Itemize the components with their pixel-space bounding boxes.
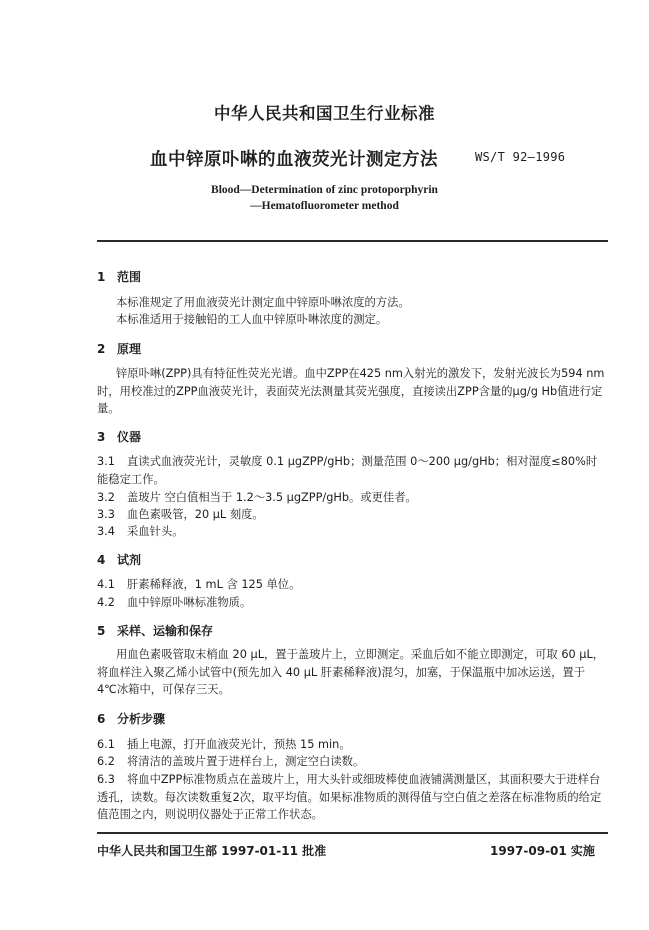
item-number: 6.3 xyxy=(97,773,115,786)
approval-date: 中华人民共和国卫生部 1997-01-11 批准 xyxy=(97,844,327,858)
bottom-divider xyxy=(97,832,608,834)
item-text: 直读式血液荧光计，灵敏度 0.1 μgZPP/gHb；测量范围 0～200 μg/gHb；相对湿度≤80%时能稳定工作。 xyxy=(97,455,598,486)
list-item xyxy=(97,576,608,594)
item-number: 6.2 xyxy=(97,755,115,768)
item-number: 3.1 xyxy=(97,455,115,468)
item-text: 血中锌原卟啉标准物质。 xyxy=(127,596,252,609)
item-number: 4.1 xyxy=(97,578,115,591)
paragraph: 本标准适用于接触铅的工人血中锌原卟啉浓度的测定。 xyxy=(116,313,388,326)
item-text: 血色素吸管，20 μL 刻度。 xyxy=(127,508,264,521)
list-item xyxy=(97,453,608,488)
item-text: 肝素稀释液，1 mL 含 125 单位。 xyxy=(127,578,301,591)
item-number: 3.2 xyxy=(97,491,115,504)
section-number: 1 xyxy=(97,270,106,284)
section-number: 3 xyxy=(97,430,106,444)
list-item xyxy=(97,771,608,824)
item-text: 将清洁的盖玻片置于进样台上，测定空白读数。 xyxy=(127,755,365,768)
section-heading xyxy=(97,551,141,568)
section-number: 2 xyxy=(97,342,106,356)
section-title: 原理 xyxy=(117,342,142,356)
section-heading xyxy=(97,622,213,639)
section-title: 分析步骤 xyxy=(117,712,166,726)
issuing-authority: 中华人民共和国卫生行业标准 xyxy=(214,104,435,123)
section-heading xyxy=(97,340,141,357)
standard-number: WS/T 92—1996 xyxy=(475,150,566,164)
paragraph: 本标准规定了用血液荧光计测定血中锌原卟啉浓度的方法。 xyxy=(116,296,410,309)
item-text: 插上电源，打开血液荧光计，预热 15 min。 xyxy=(127,738,351,751)
document-title-cn: 血中锌原卟啉的血液荧光计测定方法 xyxy=(150,150,438,170)
section-heading xyxy=(97,710,165,727)
item-text: 盖玻片 空白值相当于 1.2～3.5 μgZPP/gHb。或更佳者。 xyxy=(127,491,417,504)
list-item xyxy=(97,736,608,754)
list-item xyxy=(97,506,608,524)
item-number: 3.3 xyxy=(97,508,115,521)
section-title: 采样、运输和保存 xyxy=(117,624,214,638)
document-title-en-line1: Blood—Determination of zinc protoporphyrin xyxy=(211,184,438,196)
section-title: 仪器 xyxy=(117,430,142,444)
section-title: 范围 xyxy=(117,270,142,284)
list-item xyxy=(97,523,608,541)
section-number: 6 xyxy=(97,712,106,726)
implementation-date: 1997-09-01 实施 xyxy=(490,844,595,858)
top-divider xyxy=(97,240,608,242)
item-text: 采血针头。 xyxy=(127,525,184,538)
section-number: 4 xyxy=(97,553,106,567)
document-title-en-line2: —Hematofluorometer method xyxy=(250,200,399,212)
list-item xyxy=(97,753,608,771)
section-heading xyxy=(97,268,141,285)
item-number: 4.2 xyxy=(97,596,115,609)
item-number: 6.1 xyxy=(97,738,115,751)
section-heading xyxy=(97,428,141,445)
item-number: 3.4 xyxy=(97,525,115,538)
paragraph: 用血色素吸管取末梢血 20 μL，置于盖玻片上，立即测定。采血后如不能立即测定，可取 60 μL，将血样注入聚乙烯小试管中(预先加入 40 μL 肝素稀释液)混匀，加塞，于保温瓶中加冰运送，置于 4℃冰箱中，可保存三天。 xyxy=(97,648,605,696)
list-item xyxy=(97,594,608,612)
paragraph: 锌原卟啉(ZPP)具有特征性荧光光谱。血中ZPP在425 nm入射光的激发下，发射光波长为594 nm时，用校准过的ZPP血液荧光计，表面荧光法测量其荧光强度，直接读出ZPP含量的μg/g Hb值进行定量。 xyxy=(97,367,605,415)
section-title: 试剂 xyxy=(117,553,142,567)
item-text: 将血中ZPP标准物质点在盖玻片上，用大头针或细玻棒使血液铺满测量区，其面积要大于进样台透孔，读数。每次读数重复2次，取平均值。如果标准物质的测得值与空白值之差落在标准物质的给定值范围之内，则说明仪器处于正常工作状态。 xyxy=(97,773,602,821)
list-item xyxy=(97,489,608,507)
section-number: 5 xyxy=(97,624,106,638)
